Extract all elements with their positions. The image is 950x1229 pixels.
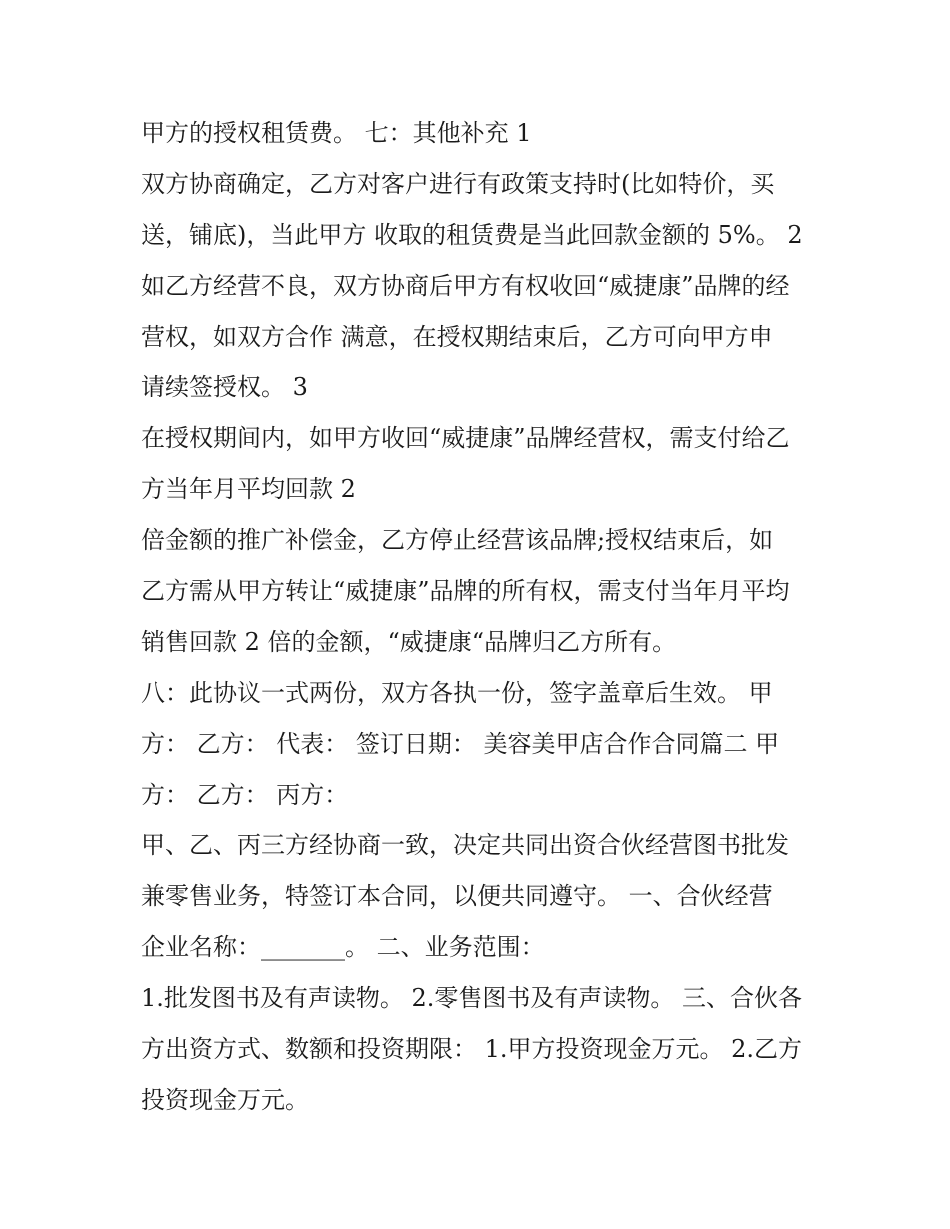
- text-line-6: 请续签授权。 3: [141, 373, 308, 402]
- text-line-7: 在授权期间内，如甲方收回“威捷康”品牌经营权，需支付给乙: [141, 424, 790, 453]
- text-line-14: 方： 乙方： 丙方：: [141, 780, 349, 809]
- text-line-17: 企业名称：_______。 二、业务范围：: [141, 933, 545, 962]
- text-line-8: 方当年月平均回款 2: [141, 475, 356, 504]
- text-line-4: 如乙方经营不良，双方协商后甲方有权收回“威捷康”品牌的经: [141, 271, 790, 300]
- text-line-11: 销售回款 2 倍的金额，“威捷康“品牌归乙方所有。: [141, 627, 677, 656]
- text-line-16: 兼零售业务，特签订本合同，以便共同遵守。 一、合伙经营: [141, 882, 773, 911]
- document-body: [141, 108, 831, 1126]
- text-line-3: 送，铺底)，当此甲方 收取的租赁费是当此回款金额的 5%。 2: [141, 220, 803, 249]
- text-line-1: 甲方的授权租赁费。 七：其他补充 1: [141, 119, 532, 147]
- text-line-18: 1.批发图书及有声读物。 2.零售图书及有声读物。 三、合伙各: [141, 984, 803, 1013]
- text-line-10: 乙方需从甲方转让“威捷康”品牌的所有权，需支付当年月平均: [141, 577, 790, 606]
- text-line-19: 方出资方式、数额和投资期限： 1.甲方投资现金万元。 2.乙方: [141, 1035, 803, 1064]
- text-line-5: 营权，如双方合作 满意，在授权期结束后，乙方可向甲方申: [141, 322, 773, 351]
- text-line-2: 双方协商确定，乙方对客户进行有政策支持时(比如特价，买: [141, 169, 775, 198]
- text-line-12: 八：此协议一式两份，双方各执一份，签字盖章后生效。 甲: [141, 678, 773, 707]
- text-line-13: 方： 乙方： 代表： 签订日期： 美容美甲店合作合同篇二 甲: [141, 729, 780, 758]
- text-line-15: 甲、乙、丙三方经协商一致，决定共同出资合伙经营图书批发: [141, 831, 789, 860]
- text-line-20: 投资现金万元。: [141, 1085, 309, 1114]
- text-line-9: 倍金额的推广补偿金，乙方停止经营该品牌;授权结束后，如: [141, 526, 774, 555]
